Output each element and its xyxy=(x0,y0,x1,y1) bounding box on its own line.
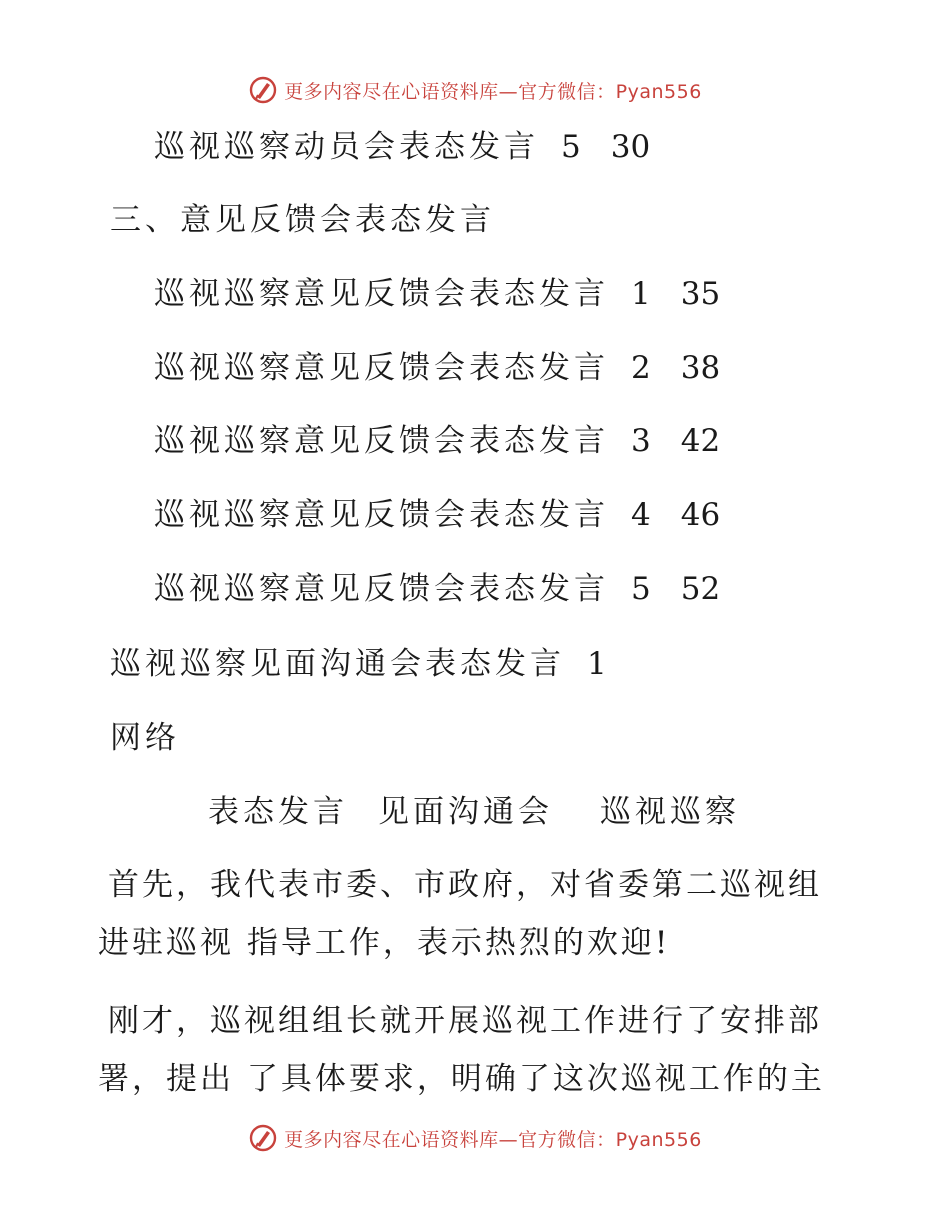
keyword: 表态发言 xyxy=(208,794,348,830)
toc-item-title: 巡视巡察意见反馈会表态发言 xyxy=(154,497,609,533)
toc-item-number: 3 xyxy=(631,423,651,459)
toc-item-page: 35 xyxy=(680,276,721,312)
article-title-number: 1 xyxy=(587,646,607,682)
toc-item xyxy=(154,348,720,388)
toc-item xyxy=(154,569,720,609)
toc-item-page: 30 xyxy=(610,129,651,165)
pen-logo-icon xyxy=(248,75,278,105)
keyword: 巡视巡察 xyxy=(600,794,740,830)
toc-item-title: 巡视巡察意见反馈会表态发言 xyxy=(154,276,609,312)
paragraph xyxy=(98,856,838,972)
toc-item-page: 42 xyxy=(680,423,721,459)
watermark-text: 更多内容尽在心语资料库—官方微信：Pyan556 xyxy=(284,80,702,103)
keyword: 见面沟通会 xyxy=(378,794,553,830)
toc-section-heading: 三、意见反馈会表态发言 xyxy=(110,202,495,238)
toc-item-title: 巡视巡察意见反馈会表态发言 xyxy=(154,423,609,459)
paragraph-line: 首先，我代表市委、市政府，对省委第二巡视组 xyxy=(108,867,822,903)
paragraph xyxy=(98,992,838,1108)
toc-item xyxy=(154,274,720,314)
toc-item-number: 4 xyxy=(631,497,651,533)
watermark-text: 更多内容尽在心语资料库—官方微信：Pyan556 xyxy=(284,1128,702,1151)
paragraph-line: 刚才，巡视组组长就开展巡视工作进行了安排部 xyxy=(108,1003,822,1039)
watermark-banner-top xyxy=(0,70,950,110)
article-source: 网络 xyxy=(110,720,180,756)
toc-item-page: 52 xyxy=(680,571,721,607)
toc-item-title: 巡视巡察动员会表态发言 xyxy=(154,129,539,165)
toc-item-title: 巡视巡察意见反馈会表态发言 xyxy=(154,350,609,386)
paragraph-line: 署，提出 了具体要求，明确了这次巡视工作的主 xyxy=(98,1061,825,1097)
toc-item-number: 2 xyxy=(631,350,651,386)
toc-item-page: 38 xyxy=(680,350,721,386)
toc-item xyxy=(154,495,720,535)
toc-item-number: 5 xyxy=(631,571,651,607)
paragraph-line: 进驻巡视 指导工作，表示热烈的欢迎! xyxy=(98,925,671,961)
pen-logo-icon xyxy=(248,1123,278,1153)
toc-item-number: 5 xyxy=(561,129,581,165)
toc-item-title: 巡视巡察意见反馈会表态发言 xyxy=(154,571,609,607)
toc-item xyxy=(154,127,650,167)
toc-item xyxy=(154,421,720,461)
article-title xyxy=(110,644,607,684)
toc-item-page: 46 xyxy=(680,497,721,533)
watermark-banner-bottom xyxy=(0,1118,950,1158)
article-title-text: 巡视巡察见面沟通会表态发言 xyxy=(110,646,565,682)
toc-item-number: 1 xyxy=(631,276,651,312)
